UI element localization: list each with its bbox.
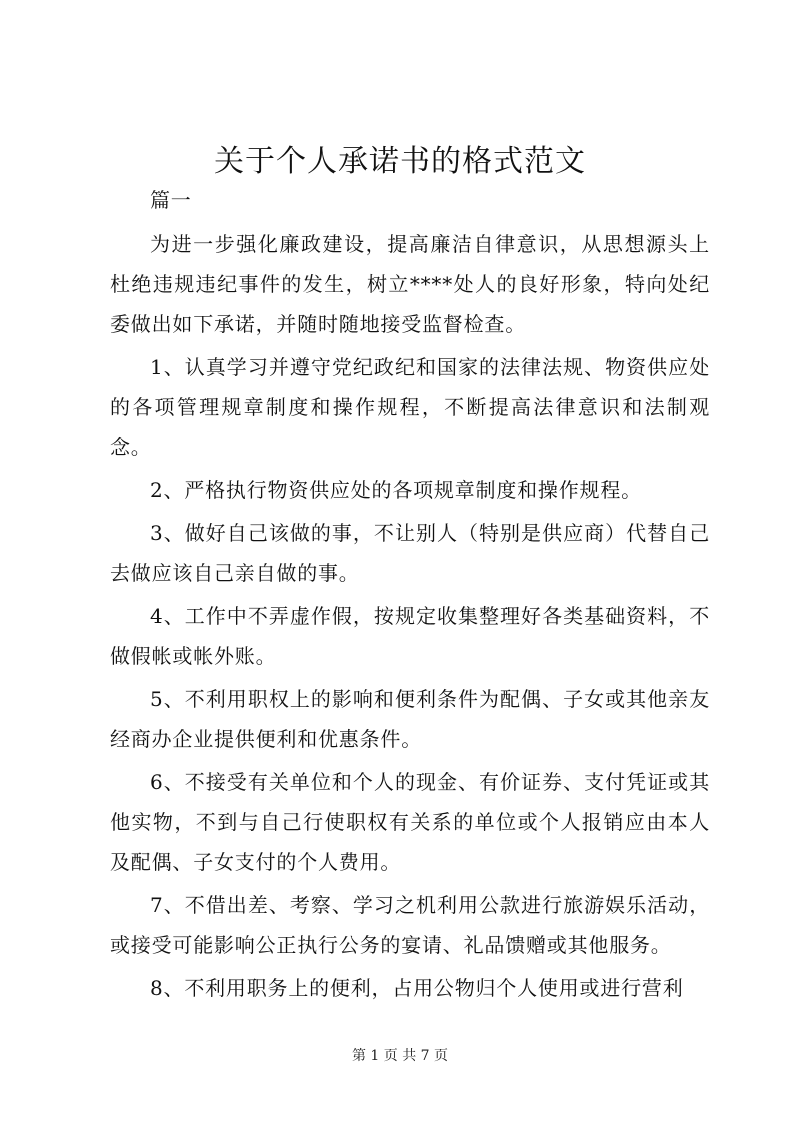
section-label: 篇一: [150, 188, 192, 212]
paragraph-item-4: 4、工作中不弄虚作假，按规定收集整理好各类基础资料，不做假帐或帐外账。: [110, 604, 710, 668]
document-body: [110, 180, 710, 1011]
paragraph-item-5: 5、不利用职权上的影响和便利条件为配偶、子女或其他亲友经商办企业提供便利和优惠条件。: [110, 687, 710, 751]
paragraph-item-2: 2、严格执行物资供应处的各项规章制度和操作规程。: [150, 478, 642, 502]
document-title: 关于个人承诺书的格式范文: [214, 144, 586, 179]
paragraph-item-7: 7、不借出差、考察、学习之机利用公款进行旅游娱乐活动，或接受可能影响公正执行公务的宴请、礼品馈赠或其他服务。: [110, 893, 710, 957]
paragraph-item-3: 3、做好自己该做的事，不让别人（特别是供应商）代替自己去做应该自己亲自做的事。: [110, 521, 710, 585]
paragraph-item-8: 8、不利用职务上的便利，占用公物归个人使用或进行营利: [150, 976, 684, 1000]
paragraph-item-6: 6、不接受有关单位和个人的现金、有价证券、支付凭证或其他实物，不到与自己行使职权有关系的单位或个人报销应由本人及配偶、子女支付的个人费用。: [110, 770, 710, 874]
page-footer: 第 1 页 共 7 页: [351, 1048, 449, 1064]
paragraph-intro: 为进一步强化廉政建设，提高廉洁自律意识，从思想源头上杜绝违规违纪事件的发生，树立****处人的良好形象，特向处纪委做出如下承诺，并随时随地接受监督检查。: [110, 232, 710, 336]
paragraph-item-1: 1、认真学习并遵守党纪政纪和国家的法律法规、物资供应处的各项管理规章制度和操作规程，不断提高法律意识和法制观念。: [110, 355, 710, 459]
